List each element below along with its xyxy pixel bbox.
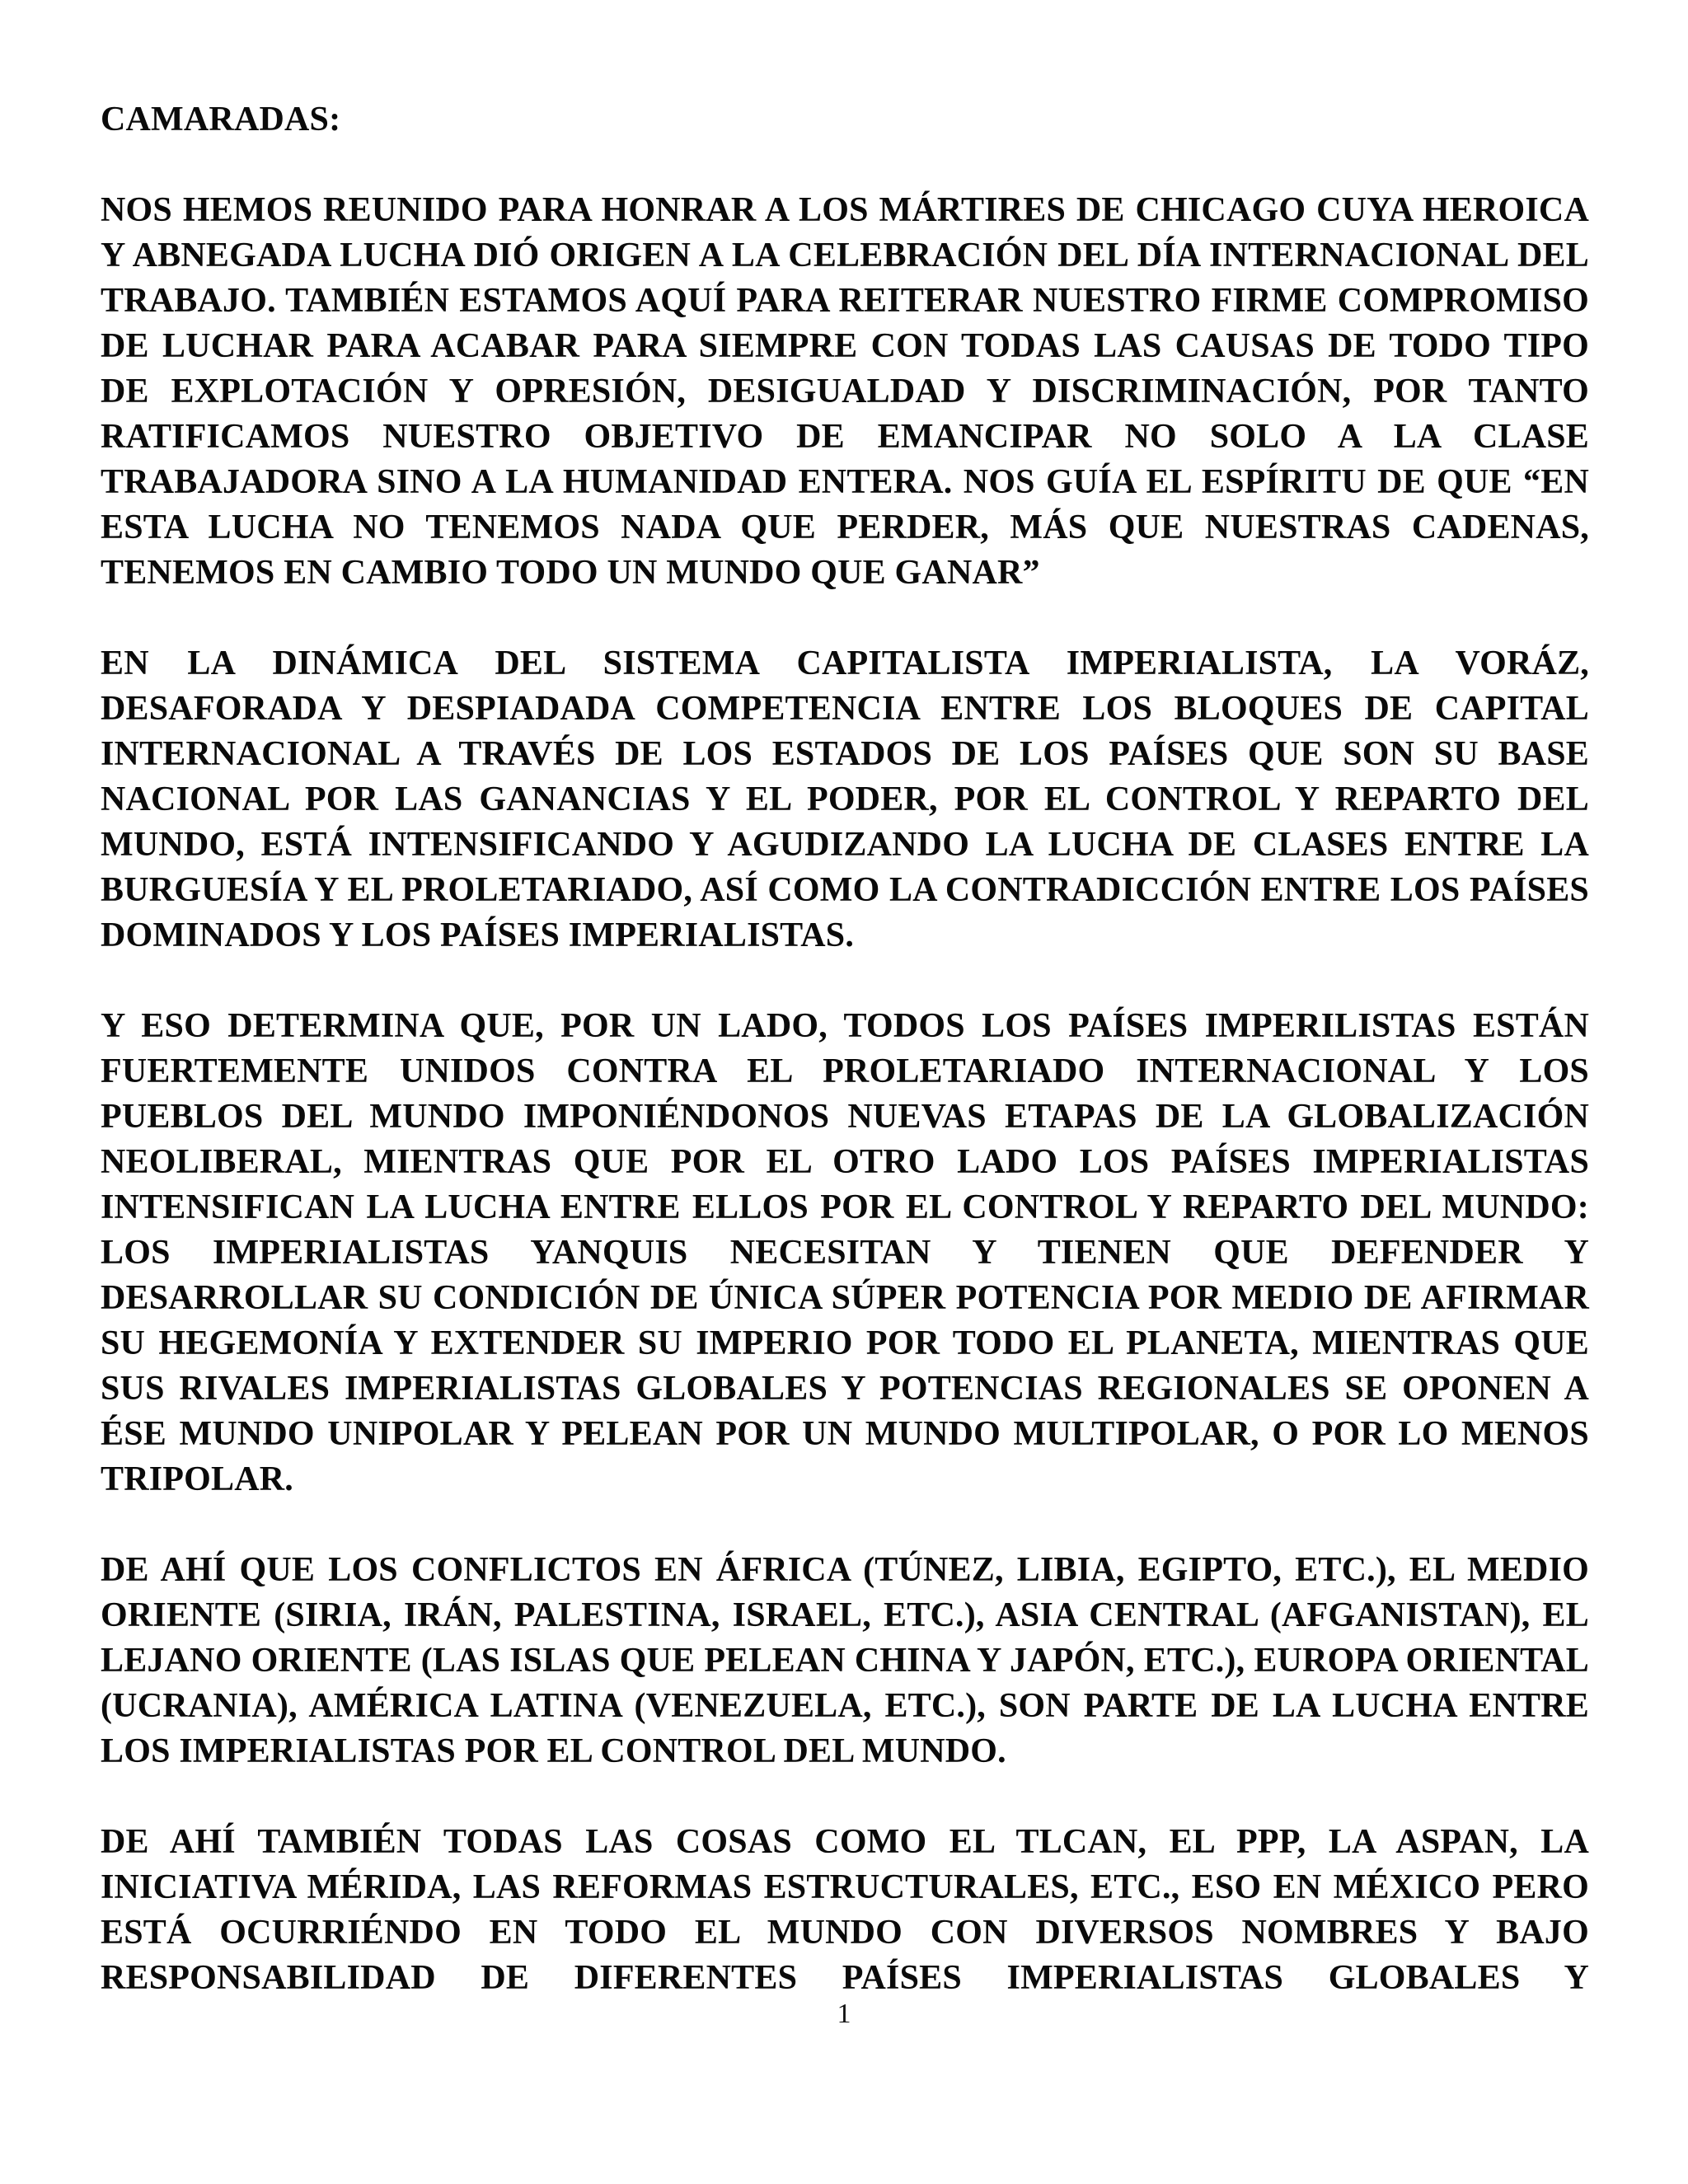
paragraph-1: NOS HEMOS REUNIDO PARA HONRAR A LOS MÁRTIRES DE CHICAGO CUYA HEROICA Y ABNEGADA LUCHA DIÓ ORIGEN A LA CELEBRACIÓN DEL DÍA INTERNACIONAL DEL TRABAJO. TAMBIÉN ESTAMOS AQUÍ PARA REITERAR NUESTRO FIRME COMPROMISO DE LUCHAR PARA ACABAR PARA SIEMPRE CON TODAS LAS CAUSAS DE TODO TIPO DE EXPLOTACIÓN Y OPRESIÓN, DESIGUALDAD Y DISCRIMINACIÓN, POR TANTO RATIFICAMOS NUESTRO OBJETIVO DE EMANCIPAR NO SOLO A LA CLASE TRABAJADORA SINO A LA HUMANIDAD ENTERA. NOS GUÍA EL ESPÍRITU DE QUE “EN ESTA LUCHA NO TENEMOS NADA QUE PERDER, MÁS QUE NUESTRAS CADENAS, TENEMOS EN CAMBIO TODO UN MUNDO QUE GANAR” [101,191,1589,592]
paragraph-5: DE AHÍ TAMBIÉN TODAS LAS COSAS COMO EL TLCAN, EL PPP, LA ASPAN, LA INICIATIVA MÉRIDA, LAS REFORMAS ESTRUCTURALES, ETC., ESO EN MÉXICO PERO ESTÁ OCURRIÉNDO EN TODO EL MUNDO CON DIVERSOS NOMBRES Y BAJO RESPONSABILIDAD DE DIFERENTES PAÍSES IMPERIALISTAS GLOBALES Y [101,1823,1589,1997]
paragraph-2: EN LA DINÁMICA DEL SISTEMA CAPITALISTA IMPERIALISTA, LA VORÁZ, DESAFORADA Y DESPIADADA COMPETENCIA ENTRE LOS BLOQUES DE CAPITAL INTERNACIONAL A TRAVÉS DE LOS ESTADOS DE LOS PAÍSES QUE SON SU BASE NACIONAL POR LAS GANANCIAS Y EL PODER, POR EL CONTROL Y REPARTO DEL MUNDO, ESTÁ INTENSIFICANDO Y AGUDIZANDO LA LUCHA DE CLASES ENTRE LA BURGUESÍA Y EL PROLETARIADO, ASÍ COMO LA CONTRADICCIÓN ENTRE LOS PAÍSES DOMINADOS Y LOS PAÍSES IMPERIALISTAS. [101,644,1589,954]
salutation: CAMARADAS: [101,101,341,138]
paragraph-4: DE AHÍ QUE LOS CONFLICTOS EN ÁFRICA (TÚNEZ, LIBIA, EGIPTO, ETC.), EL MEDIO ORIENTE (SIRIA, IRÁN, PALESTINA, ISRAEL, ETC.), ASIA CENTRAL (AFGANISTAN), EL LEJANO ORIENTE (LAS ISLAS QUE PELEAN CHINA Y JAPÓN, ETC.), EUROPA ORIENTAL (UCRANIA), AMÉRICA LATINA (VENEZUELA, ETC.), SON PARTE DE LA LUCHA ENTRE LOS IMPERIALISTAS POR EL CONTROL DEL MUNDO. [101,1551,1589,1770]
document-body [101,97,1589,2001]
page-number: 1 [837,1999,851,2029]
paragraph-3: Y ESO DETERMINA QUE, POR UN LADO, TODOS LOS PAÍSES IMPERILISTAS ESTÁN FUERTEMENTE UNIDOS CONTRA EL PROLETARIADO INTERNACIONAL Y LOS PUEBLOS DEL MUNDO IMPONIÉNDONOS NUEVAS ETAPAS DE LA GLOBALIZACIÓN NEOLIBERAL, MIENTRAS QUE POR EL OTRO LADO LOS PAÍSES IMPERIALISTAS INTENSIFICAN LA LUCHA ENTRE ELLOS POR EL CONTROL Y REPARTO DEL MUNDO: LOS IMPERIALISTAS YANQUIS NECESITAN Y TIENEN QUE DEFENDER Y DESARROLLAR SU CONDICIÓN DE ÚNICA SÚPER POTENCIA POR MEDIO DE AFIRMAR SU HEGEMONÍA Y EXTENDER SU IMPERIO POR TODO EL PLANETA, MIENTRAS QUE SUS RIVALES IMPERIALISTAS GLOBALES Y POTENCIAS REGIONALES SE OPONEN A ÉSE MUNDO UNIPOLAR Y PELEAN POR UN MUNDO MULTIPOLAR, O POR LO MENOS TRIPOLAR. [101,1007,1589,1498]
